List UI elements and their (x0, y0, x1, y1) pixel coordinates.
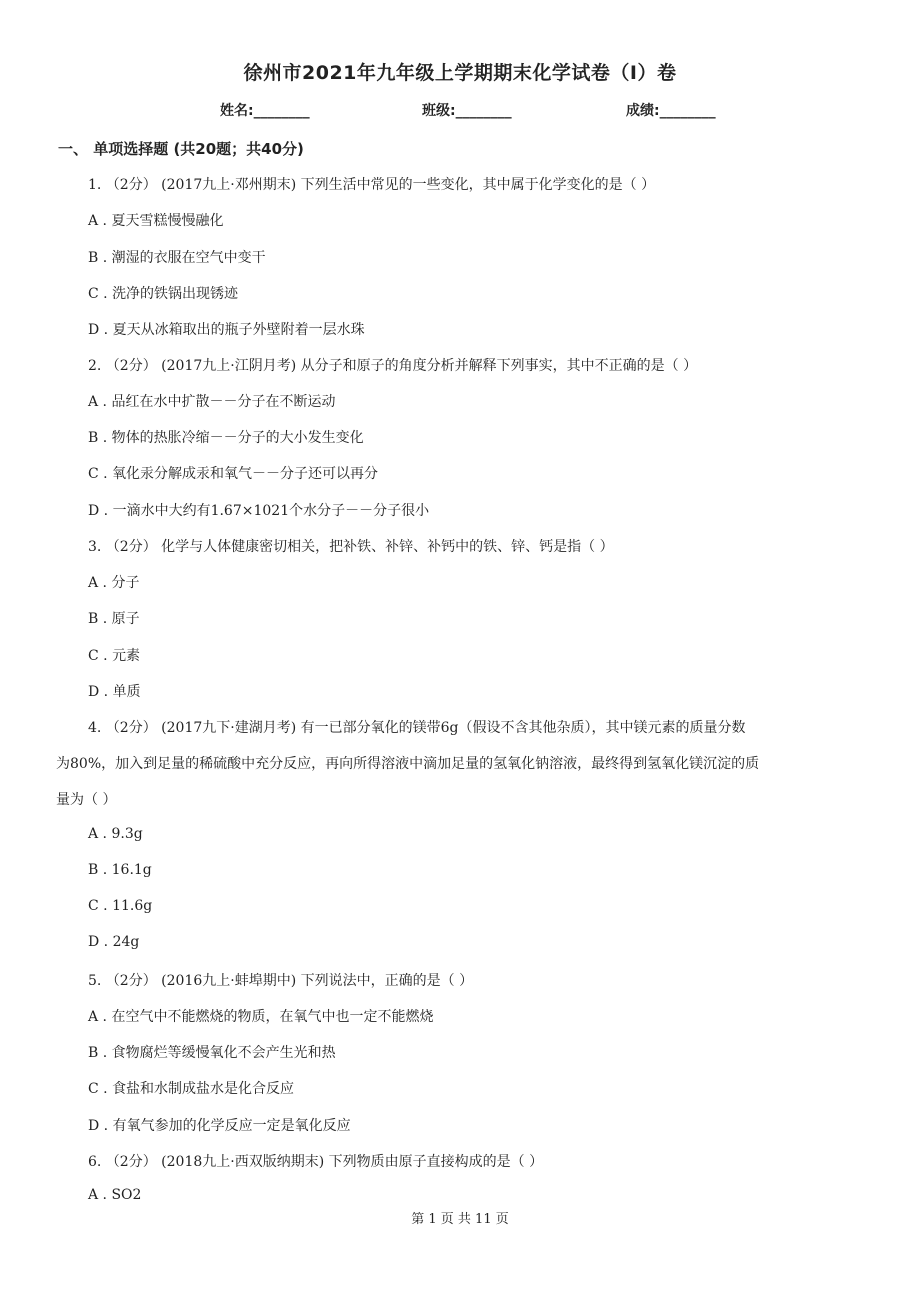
question-5-option-b: B . 食物腐烂等缓慢氧化不会产生光和热 (88, 1045, 336, 1061)
class-field-label: 班级:________ (422, 103, 512, 119)
question-4-stem: 4. （2分） (2017九下·建湖月考) 有一已部分氧化的镁带6g（假设不含其他杂质），其中镁元素的质量分数 (88, 720, 746, 736)
question-3-option-c: C . 元素 (88, 648, 141, 664)
question-2-option-b: B . 物体的热胀冷缩－－分子的大小发生变化 (88, 430, 364, 446)
question-4-stem-line-2: 为80%，加入到足量的稀硫酸中充分反应，再向所得溶液中滴加足量的氢氧化钠溶液，最终得到氢氧化镁沉淀的质 (56, 756, 760, 772)
section-heading: 一、 单项选择题 (共20题；共40分) (58, 140, 304, 158)
question-1-option-d: D . 夏天从冰箱取出的瓶子外壁附着一层水珠 (88, 322, 365, 338)
question-4-option-c: C . 11.6g (88, 898, 153, 914)
question-1-stem: 1. （2分） (2017九上·邓州期末) 下列生活中常见的一些变化，其中属于化学变化的是（ ） (88, 177, 656, 193)
student-info-row (0, 100, 920, 122)
question-4-option-b: B . 16.1g (88, 862, 152, 878)
question-3-option-b: B . 原子 (88, 611, 140, 627)
question-2-option-a: A . 品红在水中扩散－－分子在不断运动 (88, 394, 336, 410)
score-field-label: 成绩:________ (626, 103, 716, 119)
question-3-stem: 3. （2分） 化学与人体健康密切相关，把补铁、补锌、补钙中的铁、锌、钙是指（ ） (88, 539, 614, 555)
page-footer: 第 1 页 共 11 页 (411, 1212, 509, 1227)
question-6-stem: 6. （2分） (2018九上·西双版纳期末) 下列物质由原子直接构成的是（ ） (88, 1154, 544, 1170)
question-3-option-d: D . 单质 (88, 684, 141, 700)
question-4-option-a: A . 9.3g (88, 826, 143, 842)
question-2-option-d: D . 一滴水中大约有1.67×1021个水分子－－分子很小 (88, 503, 430, 519)
question-2-option-c: C . 氧化汞分解成汞和氧气－－分子还可以再分 (88, 466, 379, 482)
name-field-label: 姓名:________ (220, 103, 310, 119)
question-1-option-a: A . 夏天雪糕慢慢融化 (88, 213, 224, 229)
question-1-option-c: C . 洗净的铁锅出现锈迹 (88, 286, 239, 302)
question-6-option-a: A . SO2 (88, 1187, 142, 1203)
page-title: 徐州市2021年九年级上学期期末化学试卷（I）卷 (243, 62, 677, 84)
question-5-option-a: A . 在空气中不能燃烧的物质，在氧气中也一定不能燃烧 (88, 1009, 434, 1025)
question-1-option-b: B . 潮湿的衣服在空气中变干 (88, 250, 266, 266)
question-3-option-a: A . 分子 (88, 575, 140, 591)
question-4-stem-line-3: 量为（ ） (56, 792, 117, 808)
question-2-stem: 2. （2分） (2017九上·江阴月考) 从分子和原子的角度分析并解释下列事实，其中不正确的是（ ） (88, 358, 698, 374)
question-4-option-d: D . 24g (88, 934, 140, 950)
question-5-option-d: D . 有氧气参加的化学反应一定是氧化反应 (88, 1118, 351, 1134)
question-5-option-c: C . 食盐和水制成盐水是化合反应 (88, 1081, 295, 1097)
question-5-stem: 5. （2分） (2016九上·蚌埠期中) 下列说法中，正确的是（ ） (88, 973, 474, 989)
